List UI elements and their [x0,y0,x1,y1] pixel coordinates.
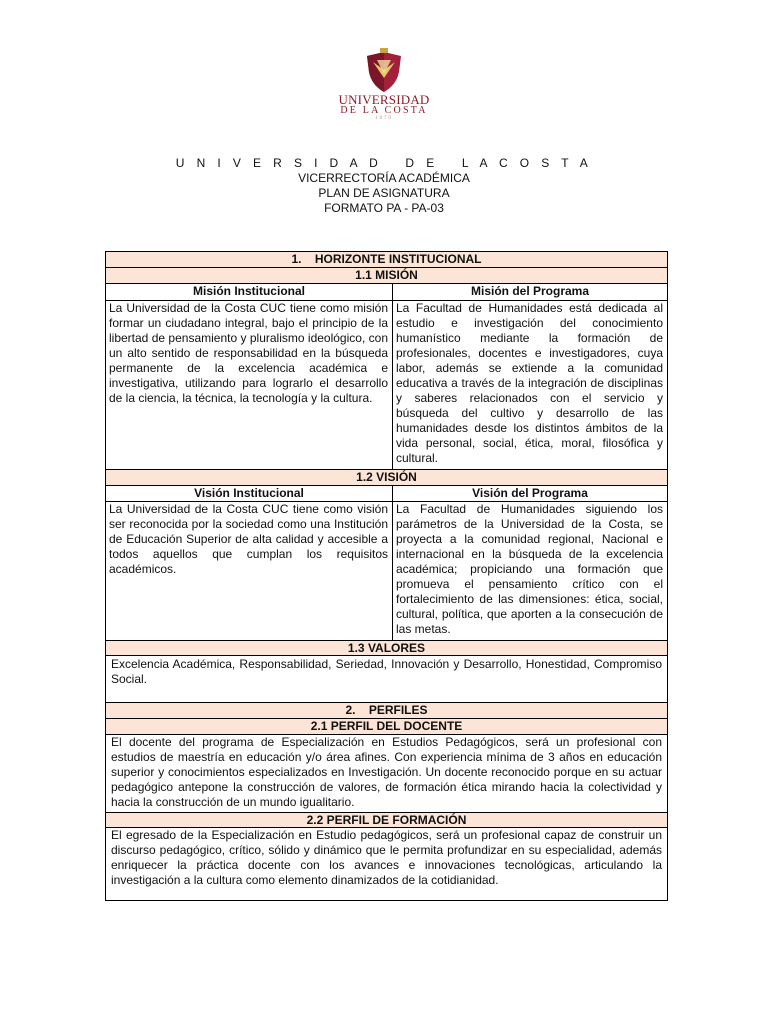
university-logo [336,48,432,122]
heading-plan: PLAN DE ASIGNATURA [318,186,450,200]
perfil-docente-text: El docente del programa de Especialización en Estudios Pedagógicos, será un profesional con estudios de maestría en educación y/o área afines. Con experiencia mínima de 3 años en educación superior y conocimientos especializados en Investigación. Un docente reconocido porque en su actuar pedagógico antepone la construcción de valores, de formación ética mirando hacia la colectividad y hacia la construcción de un mundo igualitario. [111,735,662,809]
perfil-formacion-title: 2.2 PERFIL DE FORMACIÓN [106,812,667,828]
mision-body [106,301,667,469]
mision-column-headers [106,284,667,301]
vision-body [106,502,667,640]
logo-text-universidad: UNIVERSIDAD [338,92,430,107]
heading-formato: FORMATO PA - PA-03 [324,201,444,215]
mision-programa-header: Misión del Programa [393,284,667,301]
vision-title: 1.2 VISIÓN [106,469,667,486]
vision-institucional-header: Visión Institucional [106,486,393,502]
vision-institucional-text: La Universidad de la Costa CUC tiene como visión ser reconocida por la sociedad como una Institución de Educación Superior de alta calidad y accesible a todos aquellos que cumplan los requisitos académicos. [106,502,393,640]
vision-programa-header: Visión del Programa [393,486,667,502]
document-heading [0,156,768,216]
logo-text-de-la-costa: DE LA COSTA [340,105,428,116]
heading-university: U N I V E R S I D A D D E L A C O S T A [175,156,593,170]
perfil-formacion-text: El egresado de la Especialización en Estudio pedagógicos, será un profesional capaz de construir un discurso pedagógico, crítico, sólido y dinámico que le permita profundizar en su especialidad, además enriquecer la práctica docente con los avances e innovaciones tecnológicas, articulando la investigación a la cultura como elemento dinamizados de la cotidianidad. [111,828,662,887]
vision-column-headers [106,486,667,502]
valores-text: Excelencia Académica, Responsabilidad, Seriedad, Innovación y Desarrollo, Honestidad, Compromiso Social. [111,657,662,686]
logo-year: 1970 [375,116,393,121]
mision-institucional-header: Misión Institucional [106,284,393,301]
content-table [105,251,668,901]
section-horizonte-title [106,252,667,268]
valores-title: 1.3 VALORES [106,640,667,656]
shield-crest-icon [363,48,405,94]
section-perfiles-title [106,702,667,719]
vision-programa-text: La Facultad de Humanidades siguiendo los parámetros de la Universidad de la Costa, se proyecta a la comunidad regional, Nacional e internacional en la búsqueda de la excelencia académica; propiciando una formación que promueva el pensamiento crítico con el fortalecimiento de las dimensiones: ética, social, cultural, política, que aporten a la consecución de las metas. [396,502,663,636]
perfil-docente-title: 2.1 PERFIL DEL DOCENTE [106,719,667,735]
mision-title: 1.1 MISIÓN [106,268,667,284]
heading-vicerrectoria: VICERRECTORÍA ACADÉMICA [298,171,470,185]
mision-programa-text: La Facultad de Humanidades está dedicada al estudio e investigación del conocimiento humanístico mediante la formación de profesionales, docentes e investigadores, cuya labor, además se extiende a la comunidad educativa a través de la integración de disciplinas y saberes relacionados con el servicio y búsqueda del cultivo y desarrollo de las humanidades desde los distintos ámbitos de la vida personal, social, ética, moral, filosófica y cultural. [396,301,663,465]
section-perfiles-label: 2. PERFILES [345,703,428,717]
section-horizonte-label: 1. HORIZONTE INSTITUCIONAL [291,252,482,266]
mision-institucional-text: La Universidad de la Costa CUC tiene como misión formar un ciudadano integral, bajo el principio de la libertad de pensamiento y pluralismo ideológico, con un alto sentido de responsabilidad en la búsqueda permanente de la excelencia académica e investigativa, utilizando para lograrlo el desarrollo de la ciencia, la técnica, la tecnología y la cultura. [106,301,393,469]
